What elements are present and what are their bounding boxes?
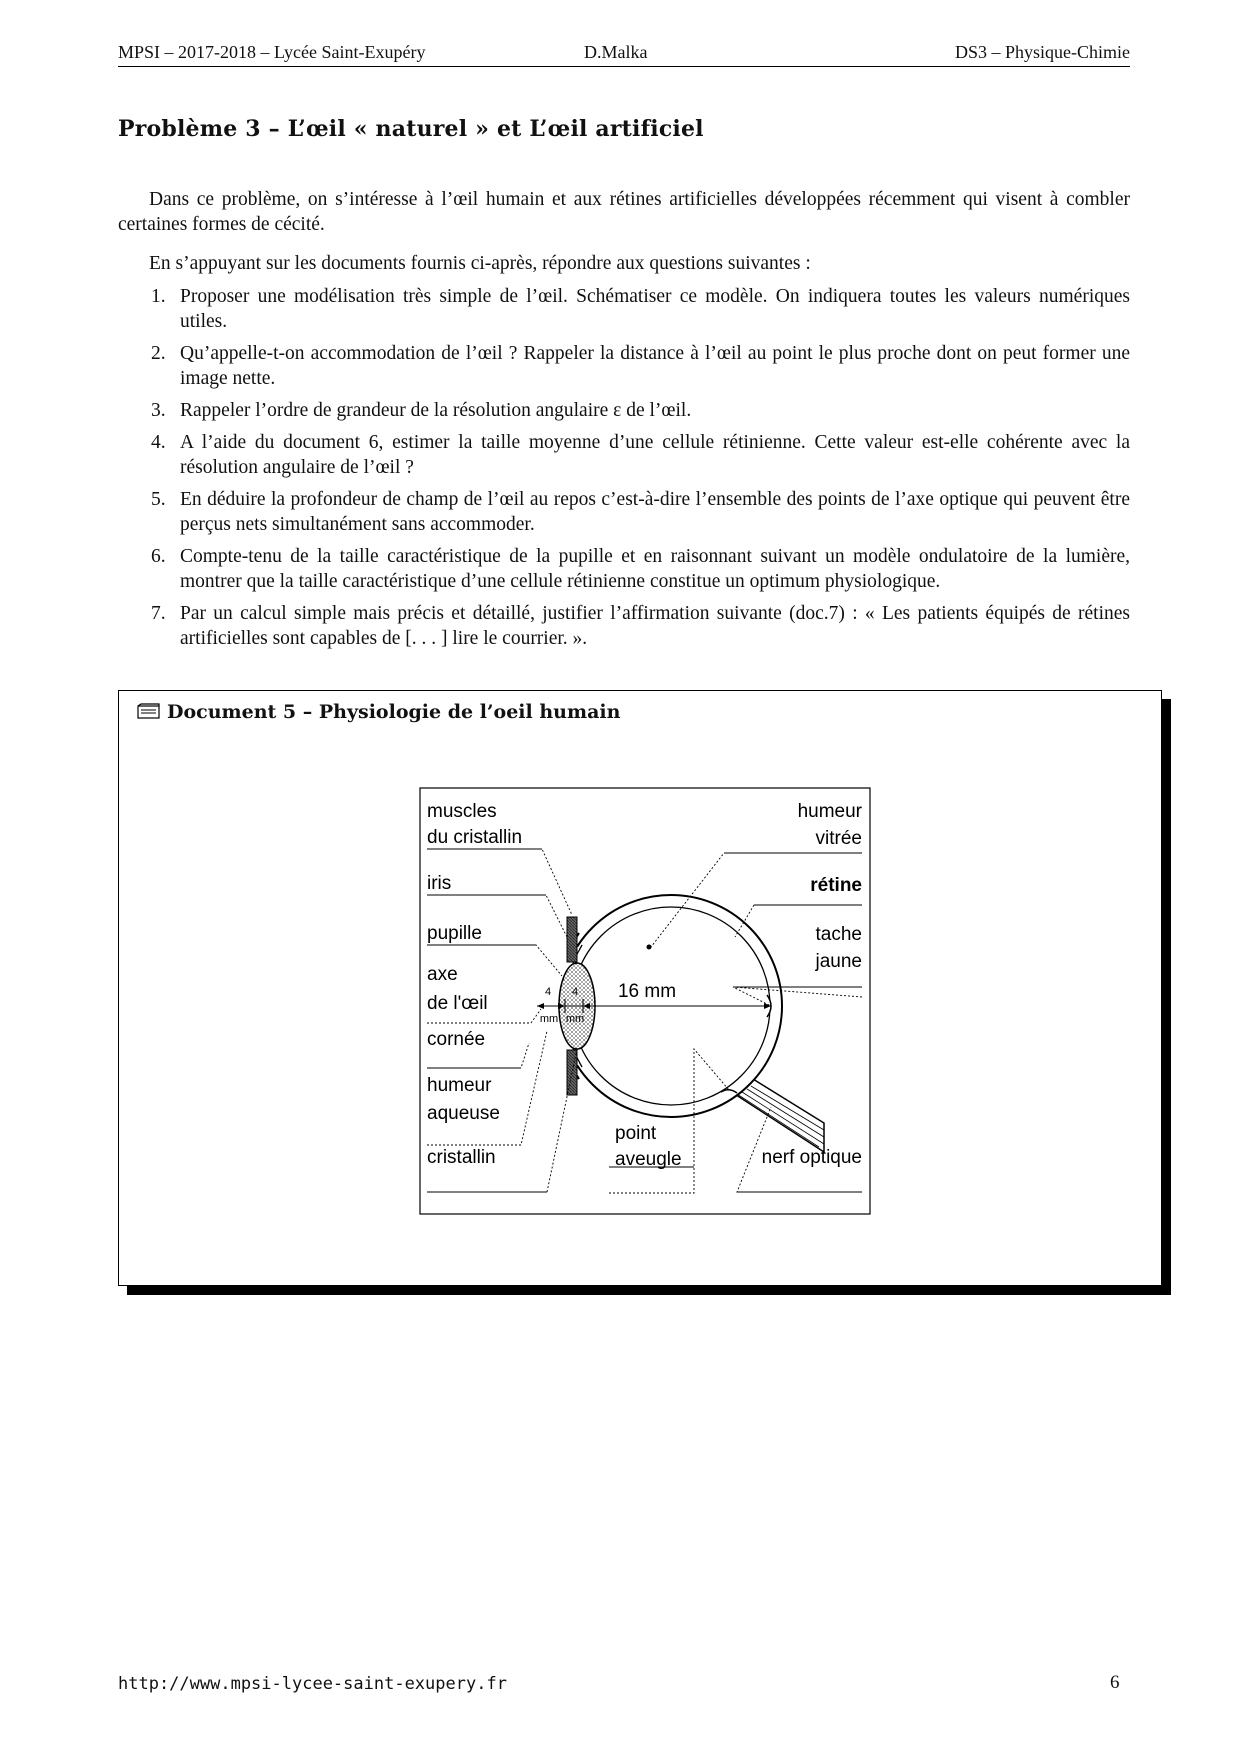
svg-text:axe: axe (427, 964, 458, 985)
svg-text:4: 4 (544, 986, 552, 998)
footer-url: http://www.mpsi-lycee-saint-exupery.fr (118, 1674, 507, 1694)
svg-text:cristallin: cristallin (427, 1147, 496, 1168)
header-right: DS3 – Physique-Chimie (954, 42, 1130, 62)
svg-text:vitrée: vitrée (815, 828, 862, 849)
svg-text:mm: mm (539, 1013, 559, 1025)
question-list (118, 284, 1130, 658)
svg-text:nerf optique: nerf optique (761, 1147, 862, 1168)
svg-text:humeur: humeur (797, 801, 862, 822)
svg-text:mm: mm (565, 1013, 585, 1025)
question-item: 2. Qu’appelle-t-on accommodation de l’œil ? Rappeler la distance à l’œil au point le plus proche dont on peut former une image nette. (151, 343, 1130, 389)
svg-text:4: 4 (571, 986, 579, 998)
svg-text:16 mm: 16 mm (617, 981, 677, 1002)
problem-title: Problème 3 – L’œil « naturel » et L’œil artificiel (118, 116, 704, 142)
svg-text:jaune: jaune (815, 951, 862, 972)
svg-text:aqueuse: aqueuse (427, 1103, 500, 1124)
question-item: 7. Par un calcul simple mais précis et détaillé, justifier l’affirmation suivante (doc.7) : « Les patients équipés de rétines artificielles sont capables de [. . . ] lire le courrier. ». (151, 603, 1130, 649)
question-item: 6. Compte-tenu de la taille caractéristique de la pupille et en raisonnant suivant un modèle ondulatoire de la lumière, montrer que la taille caractéristique d’une cellule rétinienne constitue un optimum physiologique. (151, 546, 1130, 592)
question-item: 3. Rappeler l’ordre de grandeur de la résolution angulaire ε de l’œil. (151, 400, 692, 421)
svg-text:iris: iris (427, 873, 452, 894)
svg-text:de l'œil: de l'œil (427, 993, 488, 1014)
intro-paragraph: Dans ce problème, on s’intéresse à l’œil humain et aux rétines artificielles développées récemment qui visent à combler certaines formes de cécité. (118, 189, 1130, 235)
header-left: MPSI – 2017-2018 – Lycée Saint-Exupéry (118, 42, 426, 62)
question-item: 4. A l’aide du document 6, estimer la taille moyenne d’une cellule rétinienne. Cette valeur est-elle cohérente avec la résolution angulaire de l’œil ? (151, 432, 1130, 478)
page-number: 6 (1110, 1672, 1120, 1693)
svg-text:muscles: muscles (427, 801, 497, 822)
svg-text:pupille: pupille (427, 923, 482, 944)
svg-text:rétine: rétine (810, 875, 862, 896)
header-author: D.Malka (584, 42, 648, 62)
question-item: 5. En déduire la profondeur de champ de l’œil au repos c’est-à-dire l’ensemble des points de l’axe optique qui peuvent être perçus nets simultanément sans accommoder. (151, 489, 1130, 535)
svg-text:aveugle: aveugle (615, 1149, 682, 1170)
iris-upper (567, 917, 577, 962)
document-box (118, 690, 1162, 1286)
question-item: 1. Proposer une modélisation très simple de l’œil. Schématiser ce modèle. On indiquera toutes les valeurs numériques utiles. (151, 286, 1130, 332)
instructions-paragraph: En s’appuyant sur les documents fournis ci-après, répondre aux questions suivantes : (149, 253, 811, 274)
svg-text:humeur: humeur (427, 1075, 492, 1096)
svg-text:du cristallin: du cristallin (427, 827, 523, 848)
svg-text:cornée: cornée (427, 1029, 486, 1050)
document-icon (137, 702, 161, 724)
eye-diagram (419, 787, 871, 1215)
svg-text:tache: tache (815, 924, 862, 945)
svg-text:point: point (615, 1123, 657, 1144)
document-title: Document 5 – Physiologie de l’oeil humain (137, 701, 620, 724)
page-header (118, 40, 1130, 67)
